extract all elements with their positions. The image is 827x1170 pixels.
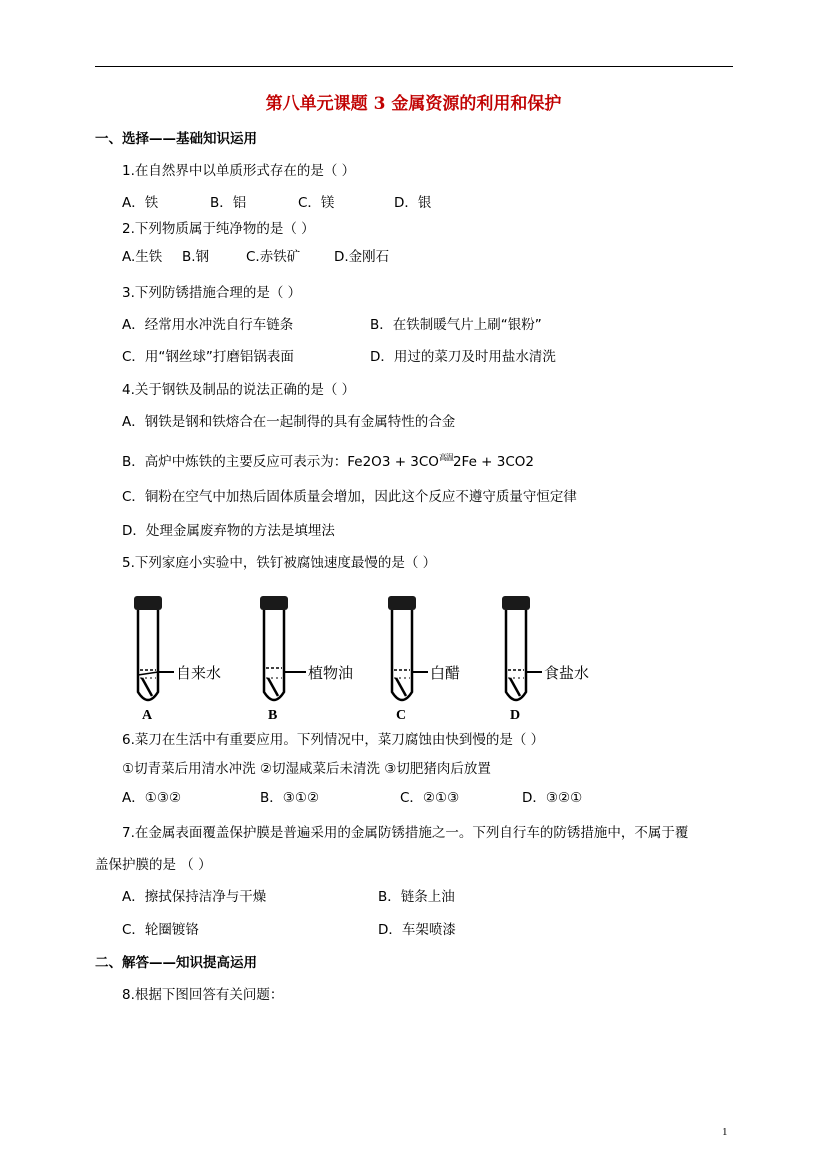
option-d: D．③②① <box>522 790 583 806</box>
option-b: B．在铁制暖气片上刷“银粉” <box>370 317 542 333</box>
reaction-condition: 高温 <box>438 453 453 462</box>
header-rule <box>95 66 733 67</box>
page-number: 1 <box>722 1126 728 1138</box>
option-c: C．铜粉在空气中加热后固体质量会增加，因此这个反应不遵守质量守恒定律 <box>122 489 577 505</box>
option-b: B.钢 <box>182 249 210 265</box>
question-6-conditions: ①切青菜后用清水冲洗 ②切湿咸菜后未清洗 ③切肥猪肉后放置 <box>122 761 491 777</box>
question-1-options <box>122 194 722 212</box>
question-3-options-row-2 <box>122 348 722 366</box>
question-7-options-row-1 <box>122 888 722 906</box>
test-tube-c <box>388 596 460 723</box>
tube-a-label: 自来水 <box>176 664 222 682</box>
option-b: B．铝 <box>210 195 247 211</box>
option-a: A．擦拭保持洁净与干燥 <box>122 889 267 905</box>
option-b-text: B．高炉中炼铁的主要反应可表示为： <box>122 454 348 470</box>
question-8-stem: 8.根据下图回答有关问题： <box>122 987 284 1003</box>
question-6-options <box>122 789 722 807</box>
page-title: 第八单元课题 3 金属资源的利用和保护 <box>265 94 562 114</box>
question-7-stem-line-1: 7.在金属表面覆盖保护膜是普遍采用的金属防锈措施之一。下列自行车的防锈措施中，不属于覆 <box>122 825 689 841</box>
tube-a-letter: A <box>142 708 153 723</box>
question-3-stem: 3.下列防锈措施合理的是（ ） <box>122 285 302 301</box>
equation-reactants: Fe2O3 + 3CO <box>347 454 439 470</box>
question-4-stem: 4.关于钢铁及制品的说法正确的是（ ） <box>122 382 356 398</box>
option-d: D．银 <box>394 195 432 211</box>
option-d: D．用过的菜刀及时用盐水清洗 <box>370 349 556 365</box>
option-d: D．车架喷漆 <box>378 922 456 938</box>
option-b <box>122 453 534 473</box>
test-tube-a <box>134 596 221 723</box>
option-b: B．③①② <box>260 790 320 806</box>
option-a: A．铁 <box>122 195 159 211</box>
section-heading-2: 二、解答——知识提高运用 <box>95 955 257 971</box>
question-3-options-row-1 <box>122 316 722 334</box>
test-tube-figure <box>120 592 620 724</box>
section-heading-1: 一、选择——基础知识运用 <box>95 131 257 147</box>
option-c: C．镁 <box>298 195 335 211</box>
tube-d-letter: D <box>510 708 521 723</box>
option-a: A.生铁 <box>122 249 163 265</box>
option-b: B．链条上油 <box>378 889 455 905</box>
tube-c-label: 白醋 <box>430 664 461 682</box>
option-d: D.金刚石 <box>334 249 390 265</box>
option-c: C.赤铁矿 <box>246 249 301 265</box>
option-a: A．①③② <box>122 790 182 806</box>
test-tube-d <box>502 596 589 723</box>
question-7-stem-line-2: 盖保护膜的是 （ ） <box>95 857 212 873</box>
question-1-stem: 1.在自然界中以单质形式存在的是（ ） <box>122 163 356 179</box>
tube-b-letter: B <box>268 708 278 723</box>
option-c: C．用“钢丝球”打磨铝锅表面 <box>122 349 294 365</box>
option-a: A．钢铁是钢和铁熔合在一起制得的具有金属特性的合金 <box>122 414 456 430</box>
option-a: A．经常用水冲洗自行车链条 <box>122 317 294 333</box>
equation-products: 2Fe + 3CO2 <box>452 454 534 470</box>
question-2-stem: 2.下列物质属于纯净物的是（ ） <box>122 221 315 237</box>
option-c: C．轮圈镀铬 <box>122 922 199 938</box>
option-d: D．处理金属废弃物的方法是填埋法 <box>122 523 335 539</box>
tube-b-label: 植物油 <box>308 664 354 682</box>
question-7-options-row-2 <box>122 921 722 939</box>
option-c: C．②①③ <box>400 790 460 806</box>
question-6-stem: 6.菜刀在生活中有重要应用。下列情况中，菜刀腐蚀由快到慢的是（ ） <box>122 732 545 748</box>
question-2-options <box>122 248 722 266</box>
tube-d-label: 食盐水 <box>544 664 590 682</box>
tube-c-letter: C <box>396 708 407 723</box>
question-5-stem: 5.下列家庭小实验中，铁钉被腐蚀速度最慢的是（ ） <box>122 555 437 571</box>
test-tube-b <box>260 596 353 723</box>
